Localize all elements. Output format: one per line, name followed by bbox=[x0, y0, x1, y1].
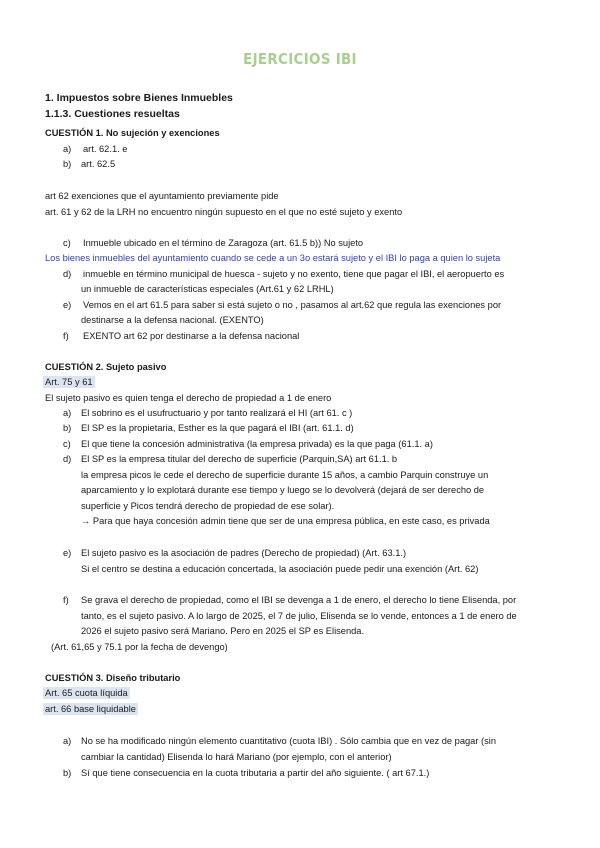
q1-b-text: art. 62.5 bbox=[81, 159, 116, 169]
q1-f-text: EXENTO art 62 por destinarse a la defensa nacional bbox=[83, 331, 300, 341]
q1-c-marker: c) bbox=[63, 238, 71, 248]
q2-c-marker: c) bbox=[63, 439, 71, 449]
q1-d-line-2: un inmueble de características especiales (Art.61 y 62 LRHL) bbox=[81, 284, 334, 294]
q2-d-line-3: aparcamiento y lo explotará durante ese tiempo y luego se lo devolverá (dejará de ser derecho de bbox=[81, 485, 485, 495]
q3-a-line-2: cambiar la cantidad) Elisenda lo hará Mariano (por ejemplo, con el anterior) bbox=[81, 752, 392, 762]
q2-d-line-4: superficie y Picos tendrá derecho de propiedad de ese solar). bbox=[81, 501, 335, 511]
q2-d-line-5: → Para que haya concesión admin tiene que ser de una empresa pública, en este caso, es privada bbox=[81, 516, 490, 526]
q1-f-marker: f) bbox=[63, 331, 69, 341]
q2-closing-note: (Art. 61,65 y 75.1 por la fecha de devengo) bbox=[51, 642, 228, 652]
document-title: EJERCICIOS IBI bbox=[243, 50, 357, 68]
q3-a-marker: a) bbox=[63, 736, 72, 746]
q2-f-marker: f) bbox=[63, 595, 69, 605]
q3-a-line-1: No se ha modificado ningún elemento cuantitativo (cuota IBI) . Sólo cambia que en vez de pagar (sin bbox=[81, 736, 496, 746]
q2-e-marker: e) bbox=[63, 548, 72, 558]
q1-note-1: art 62 exenciones que el ayuntamiento previamente pide bbox=[45, 191, 279, 201]
q1-d-line-1: inmueble en término municipal de huesca - sujeto y no exento, tiene que pagar el IBI, el aeropuerto es bbox=[83, 269, 505, 279]
q3-reference-2: art. 66 base liquidable bbox=[45, 704, 136, 714]
q1-d-marker: d) bbox=[63, 269, 72, 279]
q2-b-text: El SP es la propietaria, Esther es la que pagará el IBI (art. 61.1. d) bbox=[81, 423, 354, 433]
q3-b-marker: b) bbox=[63, 768, 72, 778]
q1-c-text: Inmueble ubicado en el término de Zaragoza (art. 61.5 b)) No sujeto bbox=[83, 238, 364, 248]
q2-d-line-2: la empresa picos le cede el derecho de superficie durante 15 años, a cambio Parquin construye un bbox=[81, 470, 489, 480]
q3-reference-1: Art. 65 cuota líquida bbox=[45, 688, 128, 698]
q1-note-2: art. 61 y 62 de la LRH no encuentro ningún supuesto en el que no esté sujeto y exento bbox=[45, 207, 403, 217]
q2-heading: CUESTIÓN 2. Sujeto pasivo bbox=[45, 362, 167, 372]
q1-b-marker: b) bbox=[63, 159, 72, 169]
q2-a-marker: a) bbox=[63, 408, 72, 418]
q2-f-line-3: 2026 el sujeto pasivo será Mariano. Pero en 2025 el SP es Elisenda. bbox=[81, 626, 365, 636]
q2-c-text: El que tiene la concesión administrativa (la empresa privada) es la que paga (61.1. a) bbox=[81, 439, 433, 449]
subsection-heading: 1.1.3. Cuestiones resueltas bbox=[45, 108, 180, 120]
q1-e-marker: e) bbox=[63, 300, 72, 310]
q2-intro: El sujeto pasivo es quien tenga el derecho de propiedad a 1 de enero bbox=[45, 393, 332, 403]
q1-heading: CUESTIÓN 1. No sujeción y exenciones bbox=[45, 128, 220, 138]
q1-e-line-2: destinarse a la defensa nacional. (EXENTO) bbox=[81, 315, 264, 325]
q2-e-line-1: El sujeto pasivo es la asociación de padres (Derecho de propiedad) (Art. 63.1.) bbox=[81, 548, 407, 558]
q3-b-text: Sí que tiene consecuencia en la cuota tributaria a partir del año siguiente. ( art 67.1.) bbox=[81, 768, 430, 778]
q2-reference: Art. 75 y 61 bbox=[45, 377, 93, 387]
section-heading: 1. Impuestos sobre Bienes Inmuebles bbox=[45, 92, 233, 104]
q2-f-line-1: Se grava el derecho de propiedad, como el IBI se devenga a 1 de enero, el derecho lo tiene Elisenda, por bbox=[81, 595, 517, 605]
q1-blue-note: Los bienes inmuebles del ayuntamiento cuando se cede a un 3o estará sujeto y el IBI lo paga a quien lo sujeta bbox=[45, 253, 501, 263]
q1-a-marker: a) bbox=[63, 144, 72, 154]
q2-e-line-2: Si el centro se destina a educación concertada, la asociación puede pedir una exención (Art. 62) bbox=[81, 564, 479, 574]
q2-b-marker: b) bbox=[63, 423, 72, 433]
q2-a-text: El sobrino es el usufructuario y por tanto realizará el HI (art 61. c ) bbox=[81, 408, 353, 418]
q2-f-line-2: tanto, es el sujeto pasivo. A lo largo de 2025, el 7 de julio, Elisenda se lo vende, entonces a 1 de enero de bbox=[81, 611, 517, 621]
q2-d-line-1: El SP es la empresa titular del derecho de superficie (Parquin,SA) art 61.1. b bbox=[81, 454, 398, 464]
q1-e-line-1: Vemos en el art 61.5 para saber si está sujeto o no , pasamos al art.62 que regula las exenciones por bbox=[83, 300, 502, 310]
q1-a-text: art. 62.1. e bbox=[83, 144, 128, 154]
q3-heading: CUESTIÓN 3. Diseño tributario bbox=[45, 673, 181, 683]
q2-d-marker: d) bbox=[63, 454, 72, 464]
